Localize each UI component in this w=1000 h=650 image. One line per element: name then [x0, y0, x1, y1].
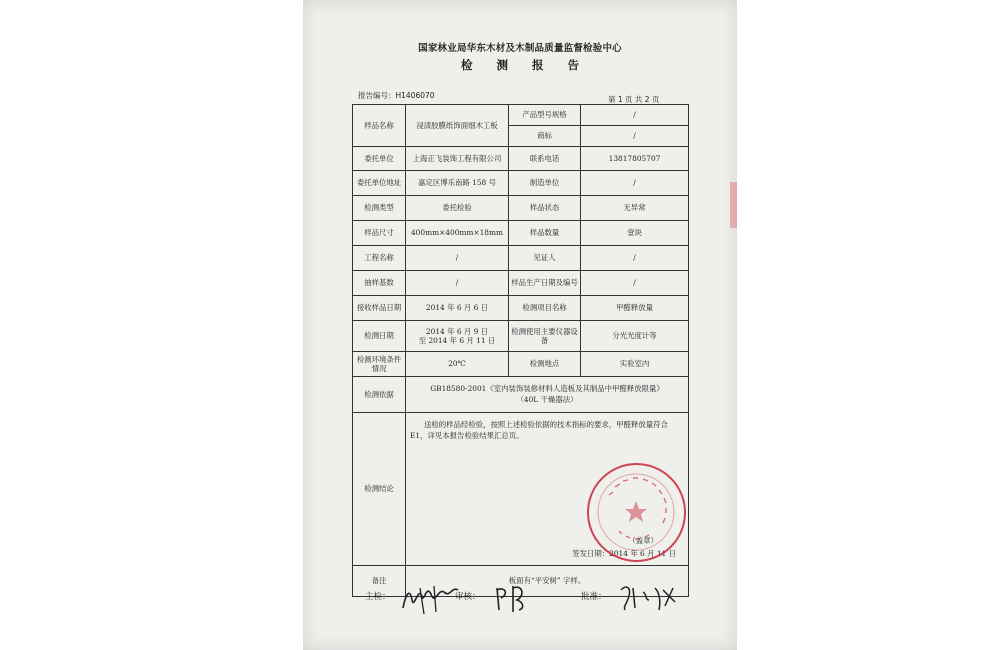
- red-edge-mark: [730, 182, 737, 228]
- approver-label: 批准：: [581, 592, 607, 602]
- label-conclusion: 检测结论: [353, 413, 406, 566]
- value-sample-name: 浸渍胶膜纸饰面细木工板: [406, 105, 509, 147]
- label-model: 产品型号规格: [509, 105, 581, 126]
- label-receive-date: 接收样品日期: [353, 296, 406, 321]
- basis-standard: GB18580-2001《室内装饰装修材料人造板及其制品中甲醛释放限量》: [430, 384, 664, 394]
- value-test-item: 甲醛释放量: [581, 296, 689, 321]
- reviewer-signature: [491, 580, 541, 616]
- basis-method: （40L 干燥器法）: [516, 394, 578, 404]
- value-test-date: [406, 321, 509, 352]
- label-location: 检测地点: [509, 352, 581, 377]
- value-location: 实验室内: [581, 352, 689, 377]
- label-sample-size: 样品尺寸: [353, 221, 406, 246]
- label-sampling-base: 抽样基数: [353, 271, 406, 296]
- value-receive-date: 2014 年 6 月 6 日: [406, 296, 509, 321]
- label-test-date: 检测日期: [353, 321, 406, 352]
- label-sample-name: 样品名称: [353, 105, 406, 147]
- label-environment: 检测环境条件情况: [353, 352, 406, 377]
- label-client: 委托单位: [353, 147, 406, 171]
- report-title: 检 测 报 告: [460, 58, 589, 72]
- value-client-address: 嘉定区博乐南路 158 号: [406, 171, 509, 196]
- inspector-label: 主检：: [365, 592, 391, 602]
- seal-graphic: [589, 465, 684, 560]
- value-test-type: 委托检验: [406, 196, 509, 221]
- label-phone: 联系电话: [509, 147, 581, 171]
- test-date-end: 至 2014 年 6 月 11 日: [418, 336, 496, 345]
- value-sampling-base: /: [406, 271, 509, 296]
- value-basis: [406, 377, 689, 413]
- value-remarks: 板面有“平安树” 字样。: [406, 566, 689, 597]
- label-instrument: 检测使用主要仪器设备: [509, 321, 581, 352]
- label-test-type: 检测类型: [353, 196, 406, 221]
- label-test-item: 检测项目名称: [509, 296, 581, 321]
- organization-name: 国家林业局华东木材及木制品质量监督检验中心: [418, 43, 622, 54]
- label-trademark: 商标: [509, 126, 581, 147]
- report-page: [303, 0, 737, 650]
- report-number: 报告编号：H1406070: [358, 91, 435, 100]
- label-remarks: 备注: [353, 566, 406, 597]
- label-sample-status: 样品状态: [509, 196, 581, 221]
- value-sample-status: 无异常: [581, 196, 689, 221]
- label-project: 工程名称: [353, 246, 406, 271]
- value-sample-size: 400mm×400mm×18mm: [406, 221, 509, 246]
- value-project: /: [406, 246, 509, 271]
- value-sample-qty: 壹块: [581, 221, 689, 246]
- value-conclusion: 送检的样品经检验，按照上述检验依据的技术指标的要求，甲醛释放量符合 E1，详见本报告检验结果汇总页。: [410, 420, 668, 441]
- value-phone: 13817805707: [581, 147, 689, 171]
- reviewer-label: 审核：: [455, 592, 481, 602]
- value-production-date: /: [581, 271, 689, 296]
- value-environment: 20℃: [406, 352, 509, 377]
- stamp-note: （盖章）: [628, 535, 658, 545]
- label-production-date: 样品生产日期及编号: [509, 271, 581, 296]
- value-client: 上海正飞装饰工程有限公司: [406, 147, 509, 171]
- label-basis: 检测依据: [353, 377, 406, 413]
- value-manufacturer: /: [581, 171, 689, 196]
- label-client-address: 委托单位地址: [353, 171, 406, 196]
- test-date-start: 2014 年 6 月 9 日: [425, 326, 489, 336]
- label-manufacturer: 制造单位: [509, 171, 581, 196]
- label-sample-qty: 样品数量: [509, 221, 581, 246]
- label-witness: 见证人: [509, 246, 581, 271]
- value-trademark: /: [581, 126, 689, 147]
- value-witness: /: [581, 246, 689, 271]
- value-model: /: [581, 105, 689, 126]
- official-seal: [587, 463, 686, 562]
- value-instrument: 分光光度计等: [581, 321, 689, 352]
- page-number: 第 1 页 共 2 页: [608, 95, 660, 104]
- sign-date: 签发日期：2014 年 6 月 11 日: [572, 548, 676, 558]
- approver-signature: [615, 580, 685, 616]
